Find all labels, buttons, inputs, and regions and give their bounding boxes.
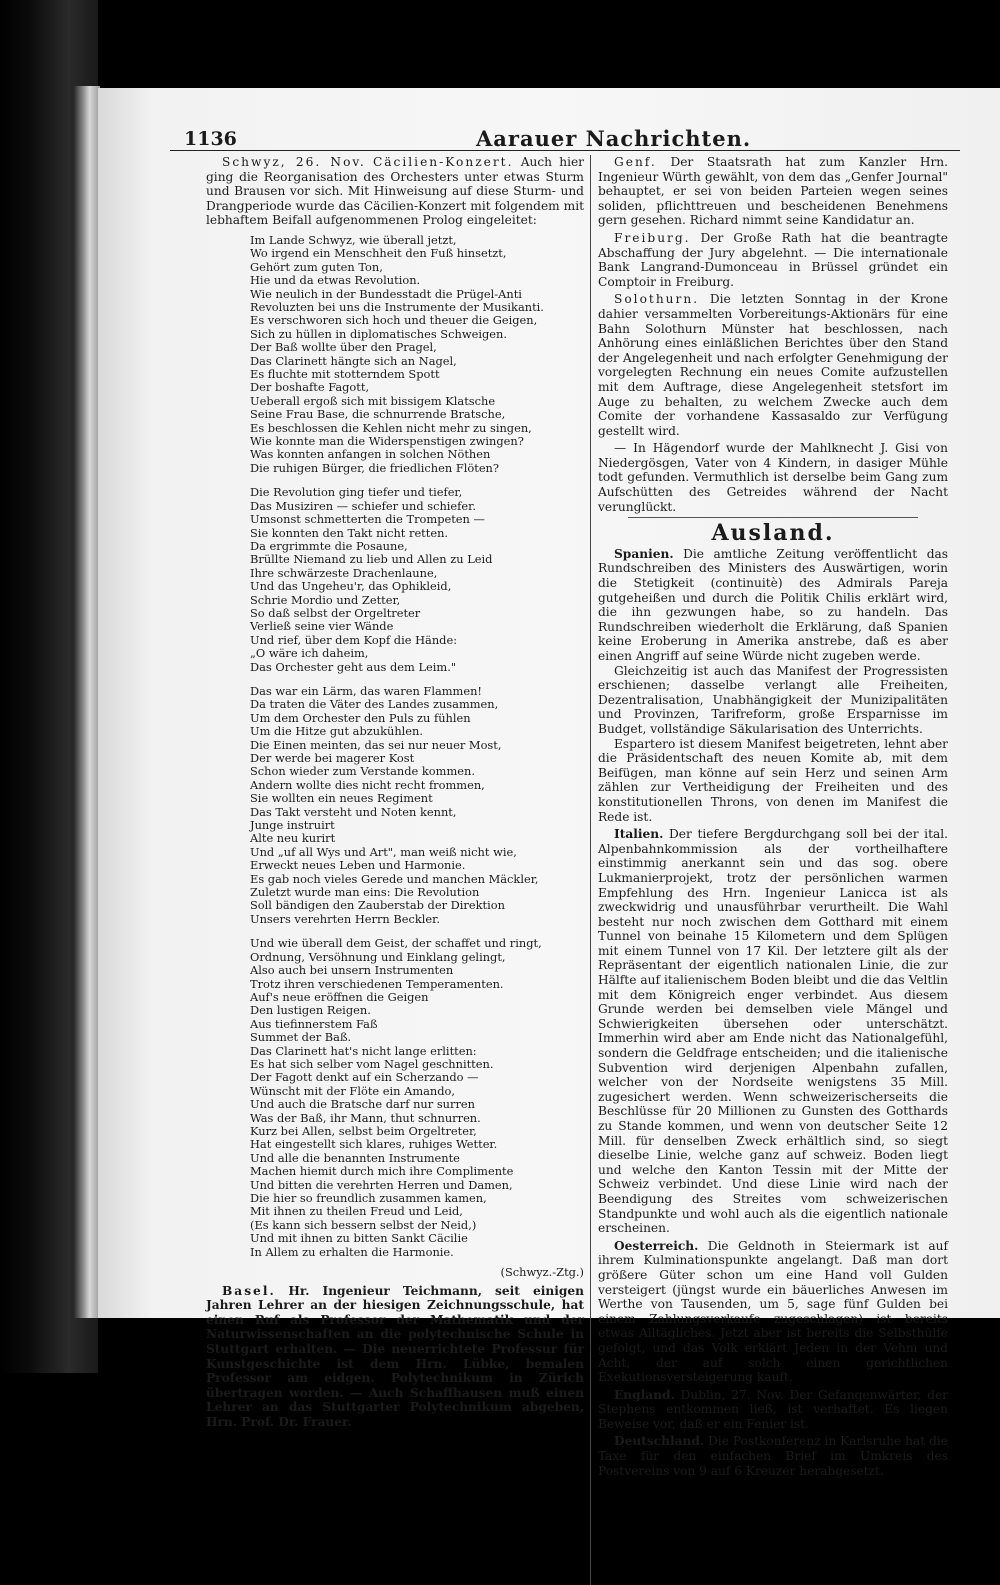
article-lead: Solothurn.	[614, 292, 700, 307]
article-deutschland	[598, 1434, 948, 1478]
poem-line: In Allem zu erhalten die Harmonie.	[250, 1244, 454, 1259]
article-lead: England.	[614, 1387, 675, 1402]
poem-line: Zuletzt wurde man eins: Die Revolution	[250, 885, 480, 900]
page-content	[170, 124, 960, 1478]
poem-line: Umsonst schmetterten die Trompeten —	[250, 512, 485, 527]
article-text: Der tiefere Bergdurchgang soll bei der ital. Alpenbahnkommission als der vortheilhaftere einstimmig anerkannt sein und das sog. obere Lukmanierprojekt, trotz der persönlichen warmen Empfehlung des Hrn. Ingenieur Lanicca ist als zweckwidrig und unausführbar verurtheilt. Die Wahl besteht nur noch zwischen dem Gotthard mit einem Tunnel von beinahe 15 Kilometern und dem Splügen mit einem Tunnel von 17 Kil. Der letztere gilt als der Repräsentant der eigentlich nationalen Linie, die zur Hälfte auf italienischem Boden bleibt und die das Veltlin mit dem Königreich enger verbindet. Aus diesem Grunde werden bei demselben viele Mängel und Schwierigkeiten übersehen oder unterschätzt. Immerhin wird aber am Ende nicht das Nationalgefühl, sondern die Geldfrage entscheiden; und die italienische Subvention wird derjenigen Alpenbahn zufallen, welcher von der Nordseite wenigstens 35 Mill. zugesichert werden. Wenn schweizerischerseits die Beschlüsse für 20 Millionen zu Gunsten des Gotthards zu Stande kommen, und wenn von deutscher Seite 12 Mill. für denselben Zweck erhältlich sind, so siegt dieselbe Linie, welche ganz auf schweiz. Boden liegt und welche den Kanton Tessin mit der Mitte der Schweiz verbindet. Und diese Linie wird nach der Beendigung des Streites vom schweizerischen Standpunkte und wohl auch als die eigentlich nationale erscheinen.	[598, 827, 949, 1236]
article-solothurn	[598, 292, 948, 438]
poem-line: Hie und da etwas Revolution.	[250, 273, 421, 288]
poem-line: Es verschworen sich hoch und theuer die Geigen,	[250, 313, 538, 328]
poem-line: Es beschlossen die Kehlen nicht mehr zu singen,	[250, 420, 532, 435]
poem-line: Kurz bei Allen, selbst beim Orgeltreter,	[250, 1123, 477, 1138]
poem-line: Wie neulich in der Bundesstadt die Prügel-Anti	[250, 286, 522, 301]
poem-line: Der Baß wollte über den Pragel,	[250, 340, 437, 355]
poem-line: Wie konnte man die Widerspenstigen zwingen?	[250, 434, 524, 449]
poem-line: Es hat sich selber vom Nagel geschnitten.	[250, 1056, 494, 1071]
poem-line: Die Revolution ging tiefer und tiefer,	[250, 485, 463, 500]
poem-line: Und wie überall dem Geist, der schaffet und ringt,	[250, 936, 542, 951]
poem-line: Ordnung, Versöhnung und Einklang gelingt,	[250, 949, 506, 964]
article-lead: Freiburg.	[614, 230, 691, 245]
poem-line: Der boshafte Fagott,	[250, 380, 370, 395]
poem-line: Um dem Orchester den Puls zu fühlen	[250, 710, 471, 725]
article-haegendorf: — In Hägendorf wurde der Mahlknecht J. Gisi von Niedergösgen, Vater von 4 Kindern, in dasiger Mühle todt gefunden. Vermuthlich ist derselbe beim Gang zum Aufschütten des Getreides während der Nacht verunglückt.	[598, 441, 948, 514]
poem-line: Da ergrimmte die Posaune,	[250, 538, 408, 553]
article-text: Auch hier ging die Reorganisation des Orchesters unter etwas Sturm und Brausen vor sich. Mit Hinweisung auf diese Sturm- und Drangperiode wurde das Cäcilien-Konzert mit folgendem mit lebhaftem Beifall aufgenommenen Prolog eingeleitet:	[206, 155, 585, 228]
poem-line: Trotz ihren verschiedenen Temperamenten.	[250, 976, 504, 991]
poem-line: Schrie Mordio und Zetter,	[250, 592, 401, 607]
poem-line: Das Takt versteht und Noten kennt,	[250, 804, 457, 819]
article-text: Dublin, 27. Nov. Der Gefangenwärter, der Stephens entkommen ließ, ist verhaftet. Es liegen Beweise vor, daß er ein Fenier ist.	[598, 1387, 949, 1431]
poem-line: Den lustigen Reigen.	[250, 1003, 371, 1018]
article-lead: Deutschland.	[614, 1434, 705, 1449]
article-text: Der Große Rath hat die beantragte Abschaffung der Jury abgelehnt. — Die internationale Bank Langrand-Dumonceau in Brüssel gründet ein Comptoir in Freiburg.	[598, 230, 949, 289]
article-lead: Italien.	[614, 827, 664, 842]
article-genf	[598, 155, 948, 228]
poem-line: Und das Ungeheu'r, das Ophikleid,	[250, 579, 452, 594]
article-lead: Schwyz, 26. Nov.	[222, 155, 366, 169]
column-divider	[590, 155, 591, 1585]
section-title-ausland: Ausland.	[711, 520, 835, 547]
article-text: Die Geldnoth in Steiermark ist auf ihrem Kulminationspunkte angelangt. Daß man dort größere Güter schon um eine Hand voll Gulden versteigert (jüngst wurde ein bäuerliches Anwesen im Werthe von Tausenden, um 5, sage fünf Gulden bei einem Zahlungsverkaufe zugeschlagen) ist bereits etwas Alltägliches. Jetzt aber ist bereits die Selbsthülfe gefolgt, und das Volk erklärt Jeden in der Vehm und Acht, der auf solch einen gerichtlichen Exekutionsversteigerung kauft.	[598, 1238, 949, 1385]
article-text: Die amtliche Zeitung veröffentlicht das Rundschreiben des Ministers des Auswärtigen, worin die Stetigkeit (continuitè) des Admirals Pareja gutgeheißen und durch die Politik Chilis erklärt wird, die ihn gezwungen habe, so zu handeln. Das Rundschreiben wiederholt die Erklärung, daß Spanien keine Eroberung in Amerika anstrebe, daß es aber einen Angriff auf seine Würde nicht zugeben werde.	[598, 546, 949, 663]
poem-line: Soll bändigen den Zauberstab der Direktion	[250, 898, 505, 913]
poem-line: Verließ seine vier Wände	[250, 619, 394, 634]
poem-line: Es fluchte mit stotterndem Spott	[250, 367, 440, 382]
poem-line: Sie wollten ein neues Regiment	[250, 791, 433, 806]
poem-line: Unsers verehrten Herrn Beckler.	[250, 911, 440, 926]
poem-line: Das Clarinett hat's nicht lange erlitten:	[250, 1043, 477, 1058]
poem-line: Sie konnten den Takt nicht retten.	[250, 525, 449, 540]
page-header	[170, 124, 960, 151]
poem-line: Um die Hitze gut abzukühlen.	[250, 724, 423, 739]
poem-line: Und alle die benannten Instrumente	[250, 1150, 460, 1165]
article-lead: Basel.	[222, 1283, 276, 1298]
poem-line: Der Fagott denkt auf ein Scherzando —	[250, 1070, 479, 1085]
poem-line: Mit ihnen zu theilen Freud und Leid,	[250, 1204, 463, 1219]
poem-line: Und auch die Bratsche darf nur surren	[250, 1097, 475, 1112]
poem-line: Brüllte Niemand zu lieb und Allen zu Leid	[250, 552, 493, 567]
poem-line: Schon wieder zum Verstande kommen.	[250, 764, 475, 779]
article-basel	[206, 1284, 584, 1430]
masthead-title: Aarauer Nachrichten.	[476, 126, 752, 151]
poem-line: Aus tiefinnerstem Faß	[250, 1016, 378, 1031]
poem-line: Wo irgend ein Menschheit den Fuß hinsetzt,	[250, 246, 507, 261]
article-text: Die letzten Sonntag in der Krone dahier versammelten Vorbereitungs-Aktionärs für eine Bahn Solothurn Münster hat beschlossen, nach Anhörung eines einläßlichen Berichtes über den Stand der Angelegenheit und nach erfolgter Genehmigung der vorgelegten Rechnung ein neues Comite aufzustellen mit dem Auftrage, diese Angelegenheit stetsfort im Auge zu behalten, zu welchem Zwecke auch dem Comite der vorhandene Kassasaldo zur Verfügung gestellt wird.	[598, 292, 948, 438]
poem-line: So daß selbst der Orgeltreter	[250, 605, 421, 620]
poem-line: Was konnten anfangen in solchen Nöthen	[250, 447, 491, 462]
prolog-poem	[250, 234, 584, 1259]
article-spanien-p3: Espartero ist diesem Manifest beigetreten, lehnt aber die Präsidentschaft des neuen Komite ab, mit dem Beifügen, man könne auf sein Herz und seinen Arm zählen zur Vertheidigung der Freiheiten und des konstitutionellen Throns, von denen im Manifest die Rede ist.	[598, 736, 948, 824]
poem-line: Machen hiemit durch mich ihre Complimente	[250, 1164, 514, 1179]
poem-line: Gehört zum guten Ton,	[250, 259, 383, 274]
page-number: 1136	[184, 128, 237, 150]
article-text: Hr. Ingenieur Teichmann, seit einigen Jahren Lehrer an der hiesigen Zeichnungsschule, hat einen Ruf als Professor der Mathematik und der Naturwissenschaften an die polytechnische Schule in Stuttgart erhalten. — Die neuerrichtete Professur für Kunstgeschichte ist dem Hrn. Lübke, bemalen Professor am eidgen. Polytechnikum in Zürich übertragen worden. — Auch Schaffhausen muß einen Lehrer an das Stuttgarter Polytechnikum abgeben, Hrn. Prof. Dr. Frauer.	[206, 1283, 584, 1429]
poem-line: Es gab noch vieles Gerede und manchen Mäckler,	[250, 871, 539, 886]
article-oesterreich	[598, 1239, 948, 1385]
poem-line: Der werde bei magerer Kost	[250, 751, 415, 765]
article-lead: Oesterreich.	[614, 1238, 699, 1253]
poem-line: „O wäre ich daheim,	[250, 646, 369, 661]
poem-line: Und rief, über dem Kopf die Hände:	[250, 632, 458, 647]
left-column	[206, 155, 584, 1430]
poem-line: Und mit ihnen zu bitten Sankt Cäcilie	[250, 1231, 468, 1246]
poem-line: Seine Frau Base, die schnurrende Bratsche,	[250, 407, 506, 422]
poem-line: Also auch bei unsern Instrumenten	[250, 963, 454, 978]
poem-line: Alte neu kurirt	[250, 831, 336, 846]
poem-line: Revoluzten bei uns die Instrumente der Musikanti.	[250, 300, 544, 314]
article-schwyz-intro	[206, 155, 584, 228]
article-england	[598, 1388, 948, 1432]
article-freiburg	[598, 231, 948, 289]
poem-line: Auf's neue eröffnen die Geigen	[250, 989, 429, 1004]
poem-line: Erweckt neues Leben und Harmonie.	[250, 858, 466, 873]
article-lead: Genf.	[614, 155, 657, 169]
poem-line: Das war ein Lärm, das waren Flammen!	[250, 683, 483, 698]
right-column	[598, 155, 948, 1478]
poem-line: Andern wollte dies nicht recht frommen,	[250, 777, 485, 792]
article-italien	[598, 827, 948, 1236]
article-lead: Spanien.	[614, 546, 674, 561]
poem-line: Die Einen meinten, das sei nur neuer Most,	[250, 737, 502, 752]
article-title: Cäcilien-Konzert.	[372, 155, 514, 169]
article-spanien	[598, 547, 948, 664]
poem-line: Hat eingestellt sich klares, ruhiges Wetter.	[250, 1137, 498, 1152]
poem-line: Junge instruirt	[250, 818, 335, 833]
poem-line: Das Clarinett hängte sich an Nagel,	[250, 353, 457, 368]
article-spanien-p2: Gleichzeitig ist auch das Manifest der Progressisten erschienen; dasselbe verlangt alle Freiheiten, Dezentralisation, Unabhängigkeit der Munizipalitäten und Provinzen, Tarifreform, große Ersparnisse im Budget, vollständige Säkularisation des Unterrichts.	[598, 663, 948, 736]
poem-line: Die hier so freundlich zusammen kamen,	[250, 1191, 487, 1205]
poem-line: Im Lande Schwyz, wie überall jetzt,	[250, 232, 457, 247]
poem-line: Ihre schwärzeste Drachenlaune,	[250, 565, 438, 580]
book-spine	[74, 86, 100, 1318]
poem-line: Sich zu hüllen in diplomatisches Schweigen.	[250, 326, 507, 341]
poem-source: (Schwyz.-Ztg.)	[500, 1265, 584, 1280]
poem-line: Da traten die Väter des Landes zusammen,	[250, 697, 499, 712]
poem-line: Die ruhigen Bürger, die friedlichen Flöten?	[250, 460, 500, 475]
poem-line: Und „uf all Wys und Art", man weiß nicht wie,	[250, 844, 517, 859]
poem-line: Das Orchester geht aus dem Leim."	[250, 659, 457, 674]
poem-line: Summet der Baß.	[250, 1030, 352, 1045]
article-text: Der Staatsrath hat zum Kanzler Hrn. Ingenieur Würth gewählt, von dem das „Genfer Journal" behauptet, er sei von beiden Parteien wegen seines soliden, pflichttreuen und bescheidenen Benehmens gern gesehen. Richard nimmt seine Kandidatur an.	[598, 155, 949, 228]
poem-line: Und bitten die verehrten Herren und Damen,	[250, 1177, 513, 1192]
article-text: Die Postkonferenz in Karlsruhe hat die Taxe für den einfachen Brief im Umkreis des Postvereins von 9 auf 6 Kreuzer herabgesetzt.	[598, 1434, 949, 1478]
poem-line: Was der Baß, ihr Mann, thut schnurren.	[250, 1110, 481, 1125]
poem-line: Ueberall ergoß sich mit bissigem Klatsche	[250, 393, 496, 408]
poem-line: (Es kann sich bessern selbst der Neid,)	[250, 1217, 477, 1232]
poem-line: Wünscht mit der Flöte ein Amando,	[250, 1083, 456, 1098]
section-divider	[628, 517, 918, 518]
poem-line: Das Musiziren — schiefer und schiefer.	[250, 498, 476, 513]
